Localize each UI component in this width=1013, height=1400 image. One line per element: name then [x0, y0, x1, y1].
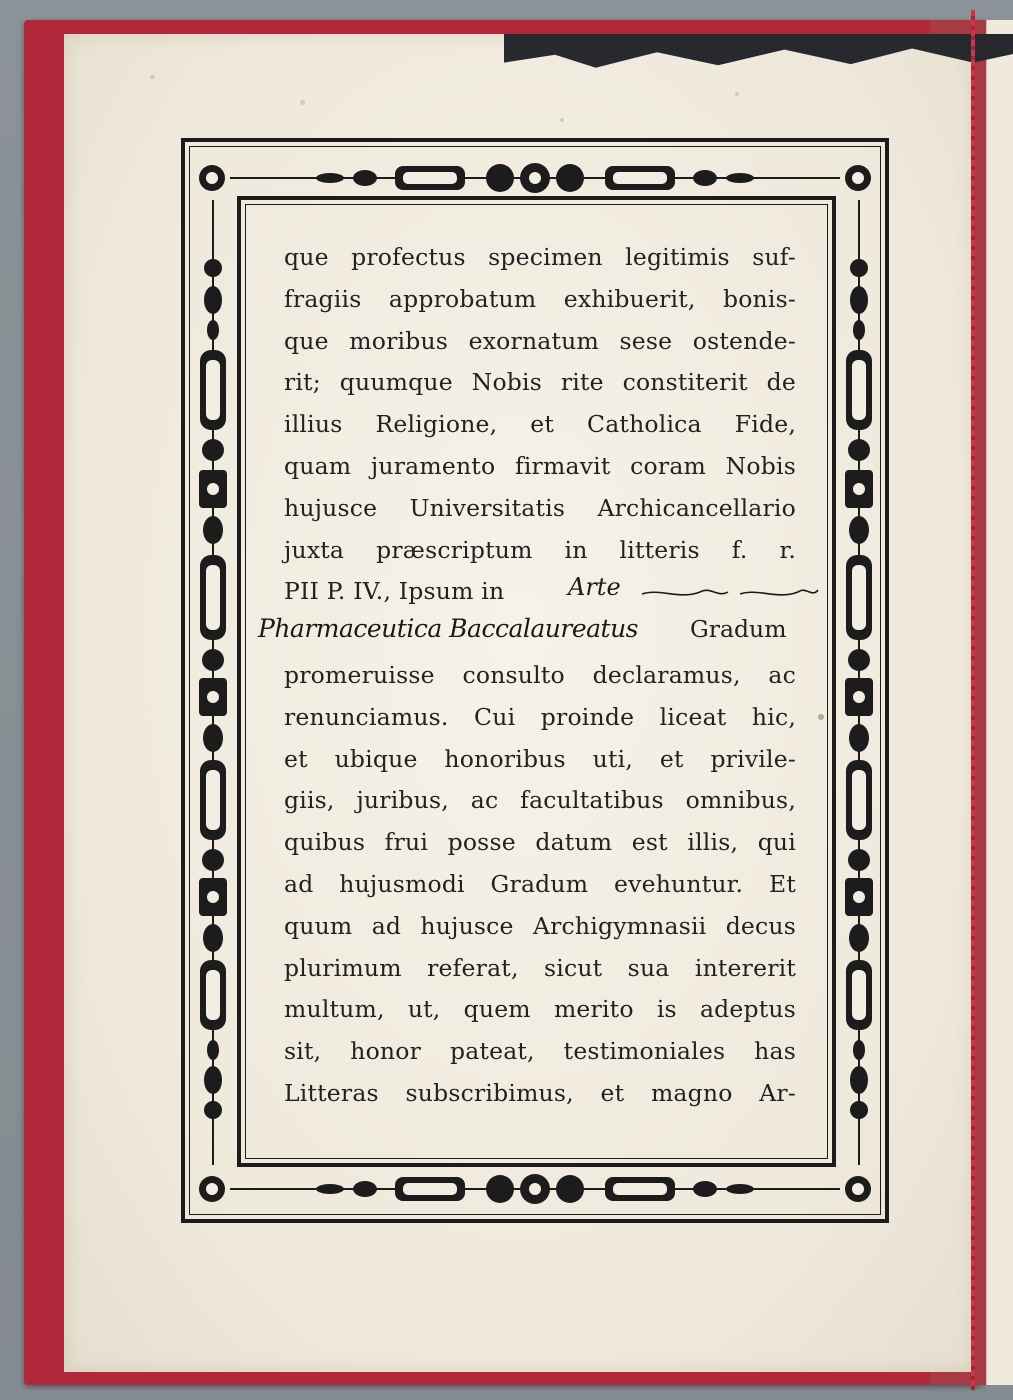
left-ornament-column: [199, 200, 227, 1165]
text-line: fragiis approbatum exhibuerit, bonis-: [284, 284, 796, 313]
handwritten-arte: Arte: [568, 573, 621, 601]
text-line: hujusce Universitatis Archicancellario: [284, 493, 796, 522]
text-line: ad hujusmodi Gradum evehuntur. Et: [284, 869, 796, 898]
top-ornament-band: [199, 163, 871, 193]
text-line: sit, honor pateat, testimoniales has: [284, 1037, 796, 1066]
pen-flourish: [640, 578, 820, 608]
text-gradum: Gradum: [690, 615, 787, 643]
text-line: Litteras subscribimus, et magno Ar-: [284, 1078, 796, 1107]
text-line: multum, ut, quem merito is adeptus: [284, 995, 796, 1024]
text-line: quibus frui posse datum est illis, qui: [284, 828, 796, 857]
text-line: renunciamus. Cui proinde liceat hic,: [284, 702, 796, 731]
text-line: quum ad hujusce Archigymnasii decus: [284, 911, 796, 940]
text-line: PII P. IV., Ipsum in: [284, 577, 505, 606]
text-line: juxta præscriptum in litteris f. r.: [284, 535, 796, 564]
text-line: que profectus specimen legitimis suf-: [284, 243, 796, 271]
handwritten-degree: Pharmaceutica Baccalaureatus: [258, 614, 638, 643]
text-line: quam juramento firmavit coram Nobis: [284, 451, 796, 480]
bottom-ornament-band: [199, 1174, 871, 1204]
right-ornament-column: [845, 200, 873, 1165]
text-line: et ubique honoribus uti, et privile-: [284, 744, 796, 773]
text-line: illius Religione, et Catholica Fide,: [284, 410, 796, 439]
text-line: giis, juribus, ac facultatibus omnibus,: [284, 786, 796, 815]
text-line: rit; quumque Nobis rite constiterit de: [284, 368, 796, 397]
document-body: [284, 237, 796, 1115]
text-line: promeruisse consulto declaramus, ac: [284, 660, 796, 689]
text-line: que moribus exornatum sese ostende-: [284, 326, 796, 355]
text-line: plurimum referat, sicut sua intererit: [284, 953, 796, 982]
